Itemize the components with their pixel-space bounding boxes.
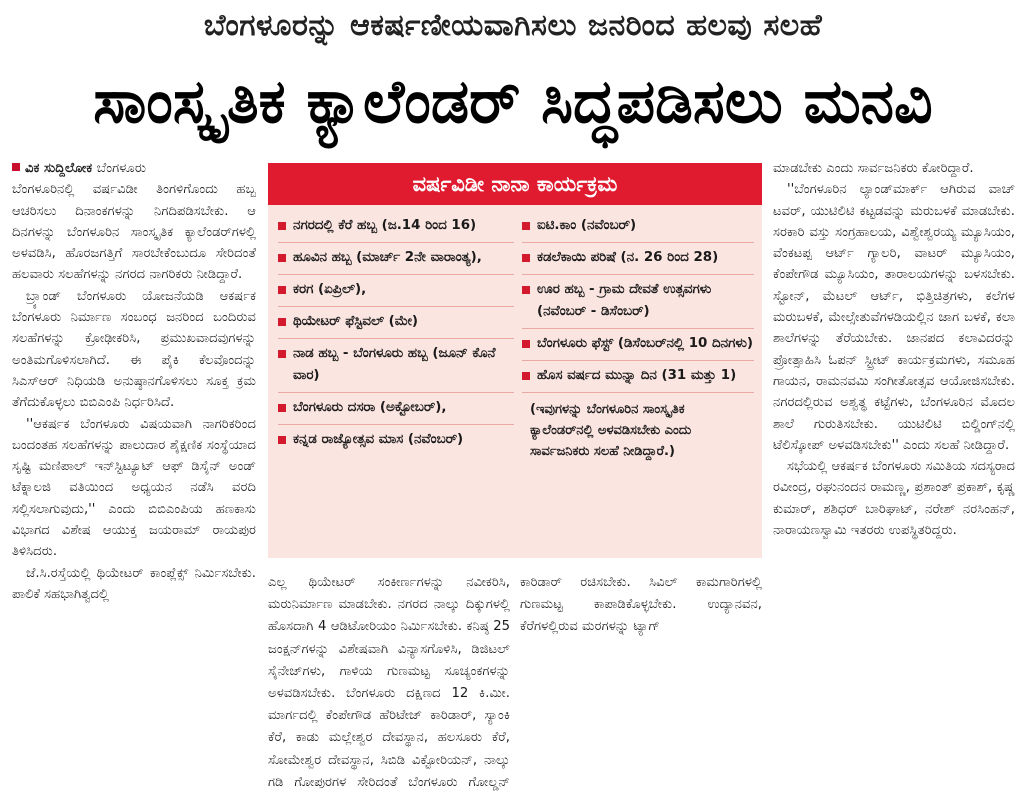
bullet-icon [278,436,286,444]
paragraph: ''ಆಕರ್ಷಕ ಬೆಂಗಳೂರು ವಿಷಯವಾಗಿ ನಾಗರಿಕರಿಂದ ಬಂದಂತಹ ಸಲಹೆಗಳನ್ನು ಪಾಲುದಾರ ಶೈಕ್ಷಣಿಕ ಸಂಸ್ಥೆಯಾದ ಸೃಷ್ಟಿ ಮಣಿಪಾಲ್ ಇನ್‌ಸ್ಟಿಟ್ಯೂಟ್ ಆಫ್ ಡಿಸೈನ್ ಅಂಡ್ ಟೆಕ್ನಾಲಜಿ ವತಿಯಿಂದ ಅಧ್ಯಯನ ನಡೆಸಿ ವರದಿ ಸಲ್ಲಿಸಲಾಗುವುದು,'' ಎಂದು ಬಿಬಿಎಂಪಿಯ ಹಣಕಾಸು ವಿಭಾಗದ ವಿಶೇಷ ಆಯುಕ್ತ ಜಯರಾಮ್ ರಾಯಪುರ ತಿಳಿಸಿದರು. [12,416,256,560]
paragraph: ಸಭೆಯಲ್ಲಿ ಆಕರ್ಷಕ ಬೆಂಗಳೂರು ಸಮಿತಿಯ ಸದಸ್ಯರಾದ ರವೀಂದ್ರ, ರಘುನಂದನ ರಾಮಣ್ಣ, ಪ್ರಶಾಂತ್ ಪ್ರಕಾಶ್, ಕೃಷ್ಣ ಕುಮಾರ್, ಶಶಿಧರ್ ಬಾರಿಘಾಟ್, ನರೇಶ್ ನರಸಿಂಹನ್, ನಾರಾಯಣಸ್ವಾಮಿ ಇತರರು ಉಪಸ್ಥಿತರಿದ್ದರು. [773,459,1015,539]
event-text: ಥಿಯೇಟರ್ ಫೆಸ್ಟಿವಲ್ (ಮೇ) [293,314,419,329]
event-item [522,243,754,275]
paragraph: ''ಬೆಂಗಳೂರಿನ ಲ್ಯಾಂಡ್‌ಮಾರ್ಕ್ ಆಗಿರುವ ವಾಚ್ ಟವರ್, ಯುಟಿಲಿಟಿ ಕಟ್ಟಡವನ್ನು ಮರುಬಳಕೆ ಮಾಡಬೇಕು. ಸರಕಾರಿ ವಸ್ತು ಸಂಗ್ರಹಾಲಯ, ವಿಶ್ವೇಶ್ವರಯ್ಯ ಮ್ಯೂಸಿಯಂ, ವೆಂಕಟಪ್ಪ ಆರ್ಟ್ ಗ್ಯಾಲರಿ, ವಾಟರ್ ಮ್ಯೂಸಿಯಂ, ಕೆಂಪೇಗೌಡ ಮ್ಯೂಸಿಯಂ, ತಾರಾಲಯಗಳನ್ನು ಬಳಸಬೇಕು. ಸ್ಟೋನ್, ಮೆಟಲ್ ಆರ್ಟ್, ಭಿತ್ತಿಚಿತ್ರಗಳು, ಕಲೆಗಳ ಮರುಬಳಕೆ, ಮೇಲ್ಸೇತುವೆಗಳಡಿಯಲ್ಲಿನ ಜಾಗ ಬಳಕೆ, ಕಲಾ ಶಾಲೆಗಳನ್ನು ತೆರೆಯಬೇಕು. ಜಾನಪದ ಕಲಾವಿದರನ್ನು ಪ್ರೋತ್ಸಾಹಿಸಿ ಓಪನ್ ಸ್ಟ್ರೀಟ್ ಕಾರ್ಯಕ್ರಮಗಳು, ಸಮೂಹ ಗಾಯನ, ರಾಮನವಮಿ ಸಂಗೀತೋತ್ಸವ ಆಯೋಜಿಸಬೇಕು. ನಗರದಲ್ಲಿರುವ ಅಶ್ವತ್ಥ ಕಟ್ಟೆಗಳು, ಬೆಂಗಳೂರಿನ ಮೊದಲ ಶಾಲೆ ಗುರುತಿಸಬೇಕು. ಯುಟಿಲಿಟಿ ಬಿಲ್ಡಿಂಗ್‌ನಲ್ಲಿ ಟೆಲಿಸ್ಕೋಪ್ ಅಳವಡಿಸಬೇಕು'' ಎಂದು ಸಲಹೆ ನೀಡಿದ್ದಾರೆ. [773,182,1015,453]
event-text: ನಾಡ ಹಬ್ಬ - ಬೆಂಗಳೂರು ಹಬ್ಬ (ಜೂನ್ ಕೊನೆ ವಾರ) [293,346,496,383]
event-text: ಹೊಸ ವರ್ಷದ ಮುನ್ನಾ ದಿನ (31 ಮತ್ತು 1) [537,368,737,383]
bullet-icon [278,404,286,412]
body-text-columns [268,572,762,802]
event-item [278,393,514,425]
events-list-left [278,211,514,456]
byline-source: ವಿಕ ಸುದ್ದಿಲೋಕ [25,161,93,176]
bullet-icon [278,286,286,294]
event-text: ಕಡಲೆಕಾಯಿ ಪರಿಷೆ (ನ. 26 ರಿಂದ 28) [537,250,719,265]
paragraph: ಎಲ್ಲ ಥಿಯೇಟರ್ ಸಂಕೀರ್ಣಗಳನ್ನು ನವೀಕರಿಸಿ, ಮರುನಿರ್ಮಾಣ ಮಾಡಬೇಕು. ನಗರದ ನಾಲ್ಕು ದಿಕ್ಕುಗಳಲ್ಲಿ ಹೊಸದಾಗಿ 4 ಆಡಿಟೋರಿಯಂ ನಿರ್ಮಿಸಬೇಕು. ಕನಿಷ್ಠ 25 ಜಂಕ್ಷನ್‌ಗಳನ್ನು ವಿಶೇಷವಾಗಿ ವಿನ್ಯಾಸಗೊಳಿಸಿ, ಡಿಜಿಟಲ್ ಸೈನೇಜ್‌ಗಳು, ಗಾಳಿಯ ಗುಣಮಟ್ಟ ಸೂಚ್ಯಂಕಗಳನ್ನು ಅಳವಡಿಸಬೇಕು. ಬೆಂಗಳೂರು ದಕ್ಷಿಣದ 12 ಕಿ.ಮೀ. ಮಾರ್ಗದಲ್ಲಿ ಕೆಂಪೇಗೌಡ ಹೆರಿಟೇಜ್ ಕಾರಿಡಾರ್, ಸ್ಯಾಂಕಿ ಕೆರೆ, ಕಾಡು ಮಲ್ಲೇಶ್ವರ ದೇವಸ್ಥಾನ, ಹಲಸೂರು ಕೆರೆ, ಸೋಮೇಶ್ವರ ದೇವಸ್ಥಾನ, ಸಿಬಿಡಿ ವಿಕ್ಟೋರಿಯನ್, ನಾಲ್ಕು ಗಡಿ ಗೋಪುರಗಳ ಸೇರಿದಂತೆ ಬೆಂಗಳೂರು ಗೋಲ್ಡನ್ ಕಾರಿಡಾರ್ ರಚಿಸಬೇಕು. ಸಿವಿಲ್ ಕಾಮಗಾರಿಗಳಲ್ಲಿ ಗುಣಮಟ್ಟ ಕಾಪಾಡಿಕೊಳ್ಳಬೇಕು. ಉದ್ಯಾನವನ, ಕೆರೆಗಳಲ್ಲಿರುವ ಮರಗಳನ್ನು ಟ್ಯಾಗ್ [268,575,762,790]
event-item [522,211,754,243]
column-4 [773,158,1015,802]
event-item [278,307,514,339]
paragraph: ಬ್ರ್ಯಾಂಡ್ ಬೆಂಗಳೂರು ಯೋಜನೆಯಡಿ ಆಕರ್ಷಕ ಬೆಂಗಳೂರು ನಿರ್ಮಾಣ ಸಂಬಂಧ ಜನರಿಂದ ಬಂದಿರುವ ಸಲಹೆಗಳನ್ನು ಕ್ರೋಢೀಕರಿಸಿ, ಪ್ರಮುಖವಾದವುಗಳನ್ನು ಅಂತಿಮಗೊಳಿಸಲಾಗಿದೆ. ಈ ಪೈಕಿ ಕೆಲವೊಂದನ್ನು ಸಿಎಸ್‌ಆರ್ ನಿಧಿಯಡಿ ಅನುಷ್ಠಾನಗೊಳಿಸಲು ಸೂಕ್ತ ಕ್ರಮ ತೆಗೆದುಕೊಳ್ಳಲು ಬಿಬಿಎಂಪಿ ನಿರ್ಧರಿಸಿದೆ. [12,288,256,411]
event-item [522,329,754,361]
event-item [278,243,514,275]
events-box-title: ವರ್ಷವಿಡೀ ನಾನಾ ಕಾರ್ಯಕ್ರಮ [268,163,762,205]
event-item [278,275,514,307]
bullet-icon [522,254,530,262]
event-item [278,211,514,243]
bullet-icon [522,340,530,348]
byline-place: ಬೆಂಗಳೂರು [96,161,147,176]
events-list-right [522,211,754,462]
column-1 [12,158,256,802]
kicker-headline: ಬೆಂಗಳೂರನ್ನು ಆಕರ್ಷಣೀಯವಾಗಿಸಲು ಜನರಿಂದ ಹಲವು ಸಲಹೆ [203,8,823,43]
event-text: ಬೆಂಗಳೂರು ಫೆಸ್ಟ್ (ಡಿಸೆಂಬರ್‌ನಲ್ಲಿ 10 ದಿನಗಳು) [537,336,754,351]
event-text: ನಗರದಲ್ಲಿ ಕೆರೆ ಹಬ್ಬ (ಜ.14 ರಿಂದ 16) [293,218,477,233]
paragraph: ಮಾಡಬೇಕು ಎಂದು ಸಾರ್ವಜನಿಕರು ಕೋರಿದ್ದಾರೆ. [773,161,974,176]
bullet-icon [522,286,530,294]
bullet-icon [278,318,286,326]
event-text: ಕನ್ನಡ ರಾಜ್ಯೋತ್ಸವ ಮಾಸ (ನವೆಂಬರ್) [293,432,464,447]
event-item [522,361,754,393]
event-text: ಕರಗ (ಏಪ್ರಿಲ್), [293,282,367,297]
events-box [268,163,762,558]
paragraph: ಬೆಂಗಳೂರಿನಲ್ಲಿ ವರ್ಷವಿಡೀ ತಿಂಗಳಿಗೊಂದು ಹಬ್ಬ ಆಚರಿಸಲು ದಿನಾಂಕಗಳನ್ನು ನಿಗದಿಪಡಿಸಬೇಕು. ಆ ದಿನಗಳನ್ನು ಬೆಂಗಳೂರಿನ ಸಾಂಸ್ಕೃತಿಕ ಕ್ಯಾಲೆಂಡರ್‌ಗಳಲ್ಲಿ ಅಳವಡಿಸಿ, ಹೊರಜಗತ್ತಿಗೆ ಸಾರಬೇಕೆಂಬುದೂ ಸೇರಿದಂತೆ ಹಲವಾರು ಸಲಹೆಗಳನ್ನು ನಗರದ ನಾಗರಿಕರು ನೀಡಿದ್ದಾರೆ. [12,182,256,283]
event-item [522,275,754,329]
events-note: (ಇವುಗಳನ್ನು ಬೆಂಗಳೂರಿನ ಸಾಂಸ್ಕೃತಿಕ ಕ್ಯಾಲೆಂಡರ್‌ನಲ್ಲಿ ಅಳವಡಿಸಬೇಕು ಎಂದು ಸಾರ್ವಜನಿಕರು ಸಲಹೆ ನೀಡಿದ್ದಾರೆ.) [530,402,692,459]
event-text: ಐಟಿ.ಕಾಂ (ನವೆಂಬರ್) [537,218,637,233]
bullet-icon [522,222,530,230]
bullet-icon [278,350,286,358]
event-text: ಹೂವಿನ ಹಬ್ಬ (ಮಾರ್ಚ್ 2ನೇ ವಾರಾಂತ್ಯ), [293,250,482,265]
event-item [278,425,514,456]
event-text: ಬೆಂಗಳೂರು ದಸರಾ (ಅಕ್ಟೋಬರ್), [293,400,447,415]
event-item [278,339,514,393]
bullet-icon [278,254,286,262]
bullet-icon [278,222,286,230]
byline-square-icon [12,163,20,171]
event-text: ಊರ ಹಬ್ಬ - ಗ್ರಾಮ ದೇವತೆ ಉತ್ಸವಗಳು (ನವೆಂಬರ್ - ಡಿಸೆಂಬರ್) [537,282,712,319]
bullet-icon [522,372,530,380]
paragraph: ಜೆ.ಸಿ.ರಸ್ತೆಯಲ್ಲಿ ಥಿಯೇಟರ್ ಕಾಂಪ್ಲೆಕ್ಸ್ ನಿರ್ಮಿಸಬೇಕು. ಪಾಲಿಕೆ ಸಹಭಾಗಿತ್ವದಲ್ಲಿ [12,565,256,602]
byline [12,158,256,179]
main-headline: ಸಾಂಸ್ಕೃತಿಕ ಕ್ಯಾಲೆಂಡರ್ ಸಿದ್ಧಪಡಿಸಲು ಮನವಿ [93,67,933,137]
